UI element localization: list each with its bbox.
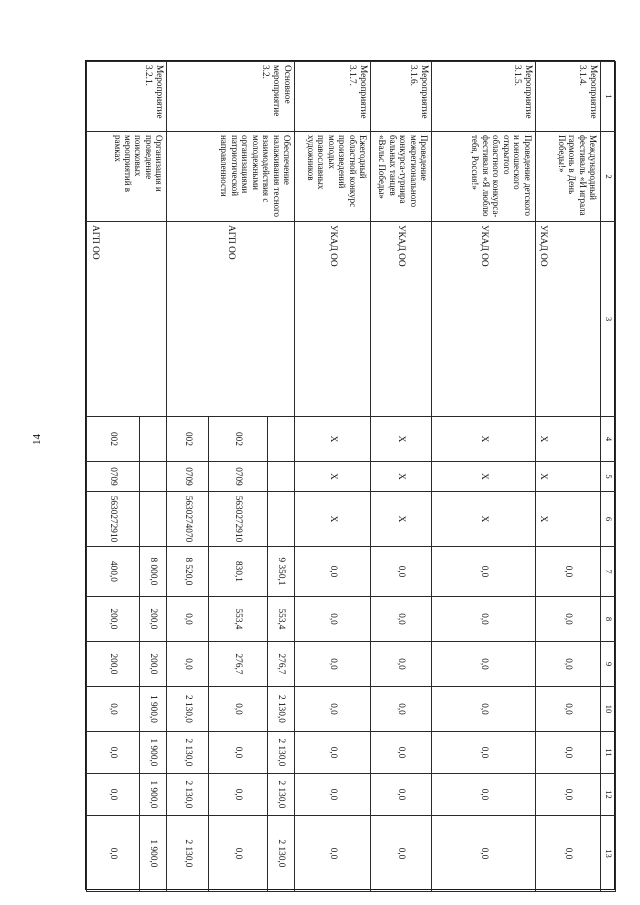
cell-value: 276,7 — [267, 642, 294, 687]
column-number: 1 — [601, 62, 616, 132]
table-row — [432, 62, 535, 892]
cell-csr: X — [432, 492, 535, 547]
cell-grbs: 002 — [209, 417, 267, 462]
cell-value: 8 520,0 — [167, 547, 209, 597]
cell-value: 0,0 — [87, 816, 140, 892]
cell-value: 2 130,0 — [267, 816, 294, 892]
cell-value: 9 350,1 — [267, 547, 294, 597]
cell-rzpr: 0709 — [209, 462, 267, 492]
cell-rzpr: 0709 — [87, 462, 140, 492]
cell-value: 0,0 — [370, 774, 431, 816]
cell-rzpr: X — [294, 462, 370, 492]
cell-grbs — [267, 417, 294, 462]
cell-value: 200,0 — [139, 642, 166, 687]
cell-value: 200,0 — [139, 597, 166, 642]
event-name: Организация и проведение поисковых мероприятий в рамках — [87, 132, 167, 222]
column-number: 3 — [601, 222, 616, 417]
cell-value: 0,0 — [535, 816, 600, 892]
cell-value: 553,4 — [209, 597, 267, 642]
cell-value: 0,0 — [294, 816, 370, 892]
cell-value: 0,0 — [209, 687, 267, 732]
rotated-table-container — [86, 61, 616, 891]
column-number: 5 — [601, 462, 616, 492]
event-code: Мероприятие 3.1.4. — [535, 62, 600, 132]
cell-value: 0,0 — [432, 687, 535, 732]
column-number: 7 — [601, 547, 616, 597]
cell-csr: 5630272910 — [209, 492, 267, 547]
cell-value: 0,0 — [294, 774, 370, 816]
executor: УКАД ОО — [294, 222, 370, 417]
cell-value: 1 900,0 — [139, 732, 166, 774]
cell-csr: X — [294, 492, 370, 547]
cell-csr: X — [535, 492, 600, 547]
cell-value: 2 130,0 — [267, 732, 294, 774]
executor: УКАД ОО — [535, 222, 600, 417]
column-number: 6 — [601, 492, 616, 547]
cell-value: 0,0 — [535, 732, 600, 774]
cell-grbs: 002 — [87, 417, 140, 462]
executor: АГП ОО — [167, 222, 295, 417]
cell-value: 0,0 — [209, 732, 267, 774]
cell-value: 0,0 — [294, 597, 370, 642]
event-code: Основное мероприятие 3.2. — [167, 62, 295, 132]
cell-value: 0,0 — [370, 642, 431, 687]
cell-value: 8 000,0 — [139, 547, 166, 597]
event-name: Ежегодный областной конкурс произведений молодых православных художников — [294, 132, 370, 222]
cell-value: 0,0 — [370, 816, 431, 892]
cell-value: 0,0 — [87, 774, 140, 816]
cell-value: 200,0 — [87, 597, 140, 642]
executor: АГП ОО — [87, 222, 167, 417]
cell-value: 0,0 — [294, 547, 370, 597]
cell-value: 2 130,0 — [167, 687, 209, 732]
cell-rzpr — [267, 462, 294, 492]
cell-value: 0,0 — [294, 687, 370, 732]
budget-table — [86, 61, 616, 892]
cell-grbs: X — [432, 417, 535, 462]
event-name: Международный фестиваль «И играла гармонь в День Победы!» — [535, 132, 600, 222]
cell-csr: 5630272910 — [87, 492, 140, 547]
cell-value: 0,0 — [535, 597, 600, 642]
cell-value: 0,0 — [432, 597, 535, 642]
cell-value: 0,0 — [432, 774, 535, 816]
cell-rzpr — [139, 462, 166, 492]
column-number: 2 — [601, 132, 616, 222]
cell-value: 0,0 — [535, 687, 600, 732]
cell-value: 2 130,0 — [167, 774, 209, 816]
table-row — [267, 62, 294, 892]
cell-grbs — [139, 417, 166, 462]
cell-value: 0,0 — [370, 732, 431, 774]
cell-grbs: X — [535, 417, 600, 462]
cell-rzpr: X — [432, 462, 535, 492]
cell-value: 0,0 — [87, 732, 140, 774]
table-row — [370, 62, 431, 892]
cell-value: 0,0 — [370, 547, 431, 597]
cell-value: 0,0 — [87, 687, 140, 732]
column-number-row — [601, 62, 616, 892]
column-number: 13 — [601, 816, 616, 892]
table-row — [139, 62, 166, 892]
executor: УКАД ОО — [370, 222, 431, 417]
cell-value: 2 130,0 — [167, 732, 209, 774]
event-code: Мероприятие 3.1.7. — [294, 62, 370, 132]
cell-value: 2 130,0 — [267, 774, 294, 816]
column-number: 8 — [601, 597, 616, 642]
cell-value: 2 130,0 — [267, 687, 294, 732]
cell-value: 0,0 — [209, 816, 267, 892]
cell-value: 0,0 — [535, 547, 600, 597]
cell-value: 0,0 — [294, 732, 370, 774]
cell-value: 830,1 — [209, 547, 267, 597]
cell-value: 2 130,0 — [167, 816, 209, 892]
event-code: Мероприятие 3.1.5. — [432, 62, 535, 132]
cell-csr — [267, 492, 294, 547]
cell-csr: 5630274070 — [167, 492, 209, 547]
cell-value: 400,0 — [87, 547, 140, 597]
column-number: 11 — [601, 732, 616, 774]
event-code: Мероприятие 3.2.1. — [87, 62, 167, 132]
cell-rzpr: X — [370, 462, 431, 492]
column-number: 10 — [601, 687, 616, 732]
cell-value: 0,0 — [432, 732, 535, 774]
cell-csr: X — [370, 492, 431, 547]
column-number: 9 — [601, 642, 616, 687]
cell-value: 200,0 — [87, 642, 140, 687]
event-name: Проведение межрегионального конкурса-турнира бальных танцев «Вальс Победы» — [370, 132, 431, 222]
cell-value: 0,0 — [432, 642, 535, 687]
column-number: 4 — [601, 417, 616, 462]
cell-value: 0,0 — [167, 597, 209, 642]
cell-value: 0,0 — [535, 774, 600, 816]
cell-value: 0,0 — [432, 547, 535, 597]
cell-value: 0,0 — [294, 642, 370, 687]
cell-value: 0,0 — [370, 597, 431, 642]
budget-table-sheet — [85, 60, 615, 890]
column-number: 12 — [601, 774, 616, 816]
cell-grbs: 002 — [167, 417, 209, 462]
table-row — [294, 62, 370, 892]
cell-value: 0,0 — [432, 816, 535, 892]
page-number: 14 — [31, 434, 43, 445]
event-name: Проведение детского и юношеского открытого областного конкурса-фестиваля «Я люблю тебя, Россия!» — [432, 132, 535, 222]
cell-value: 276,7 — [209, 642, 267, 687]
cell-value: 1 900,0 — [139, 774, 166, 816]
cell-grbs: X — [370, 417, 431, 462]
event-code: Мероприятие 3.1.6. — [370, 62, 431, 132]
cell-csr — [139, 492, 166, 547]
cell-rzpr: X — [535, 462, 600, 492]
cell-value: 1 900,0 — [139, 687, 166, 732]
cell-rzpr: 0709 — [167, 462, 209, 492]
cell-value: 1 900,0 — [139, 816, 166, 892]
cell-value: 0,0 — [370, 687, 431, 732]
cell-value: 0,0 — [209, 774, 267, 816]
cell-value: 553,4 — [267, 597, 294, 642]
table-row — [535, 62, 600, 892]
event-name: Обеспечение налаживания тесного взаимодействия с молодежными организациями патриотической направленности — [167, 132, 295, 222]
cell-value: 0,0 — [535, 642, 600, 687]
executor: УКАД ОО — [432, 222, 535, 417]
cell-value: 0,0 — [167, 642, 209, 687]
cell-grbs: X — [294, 417, 370, 462]
